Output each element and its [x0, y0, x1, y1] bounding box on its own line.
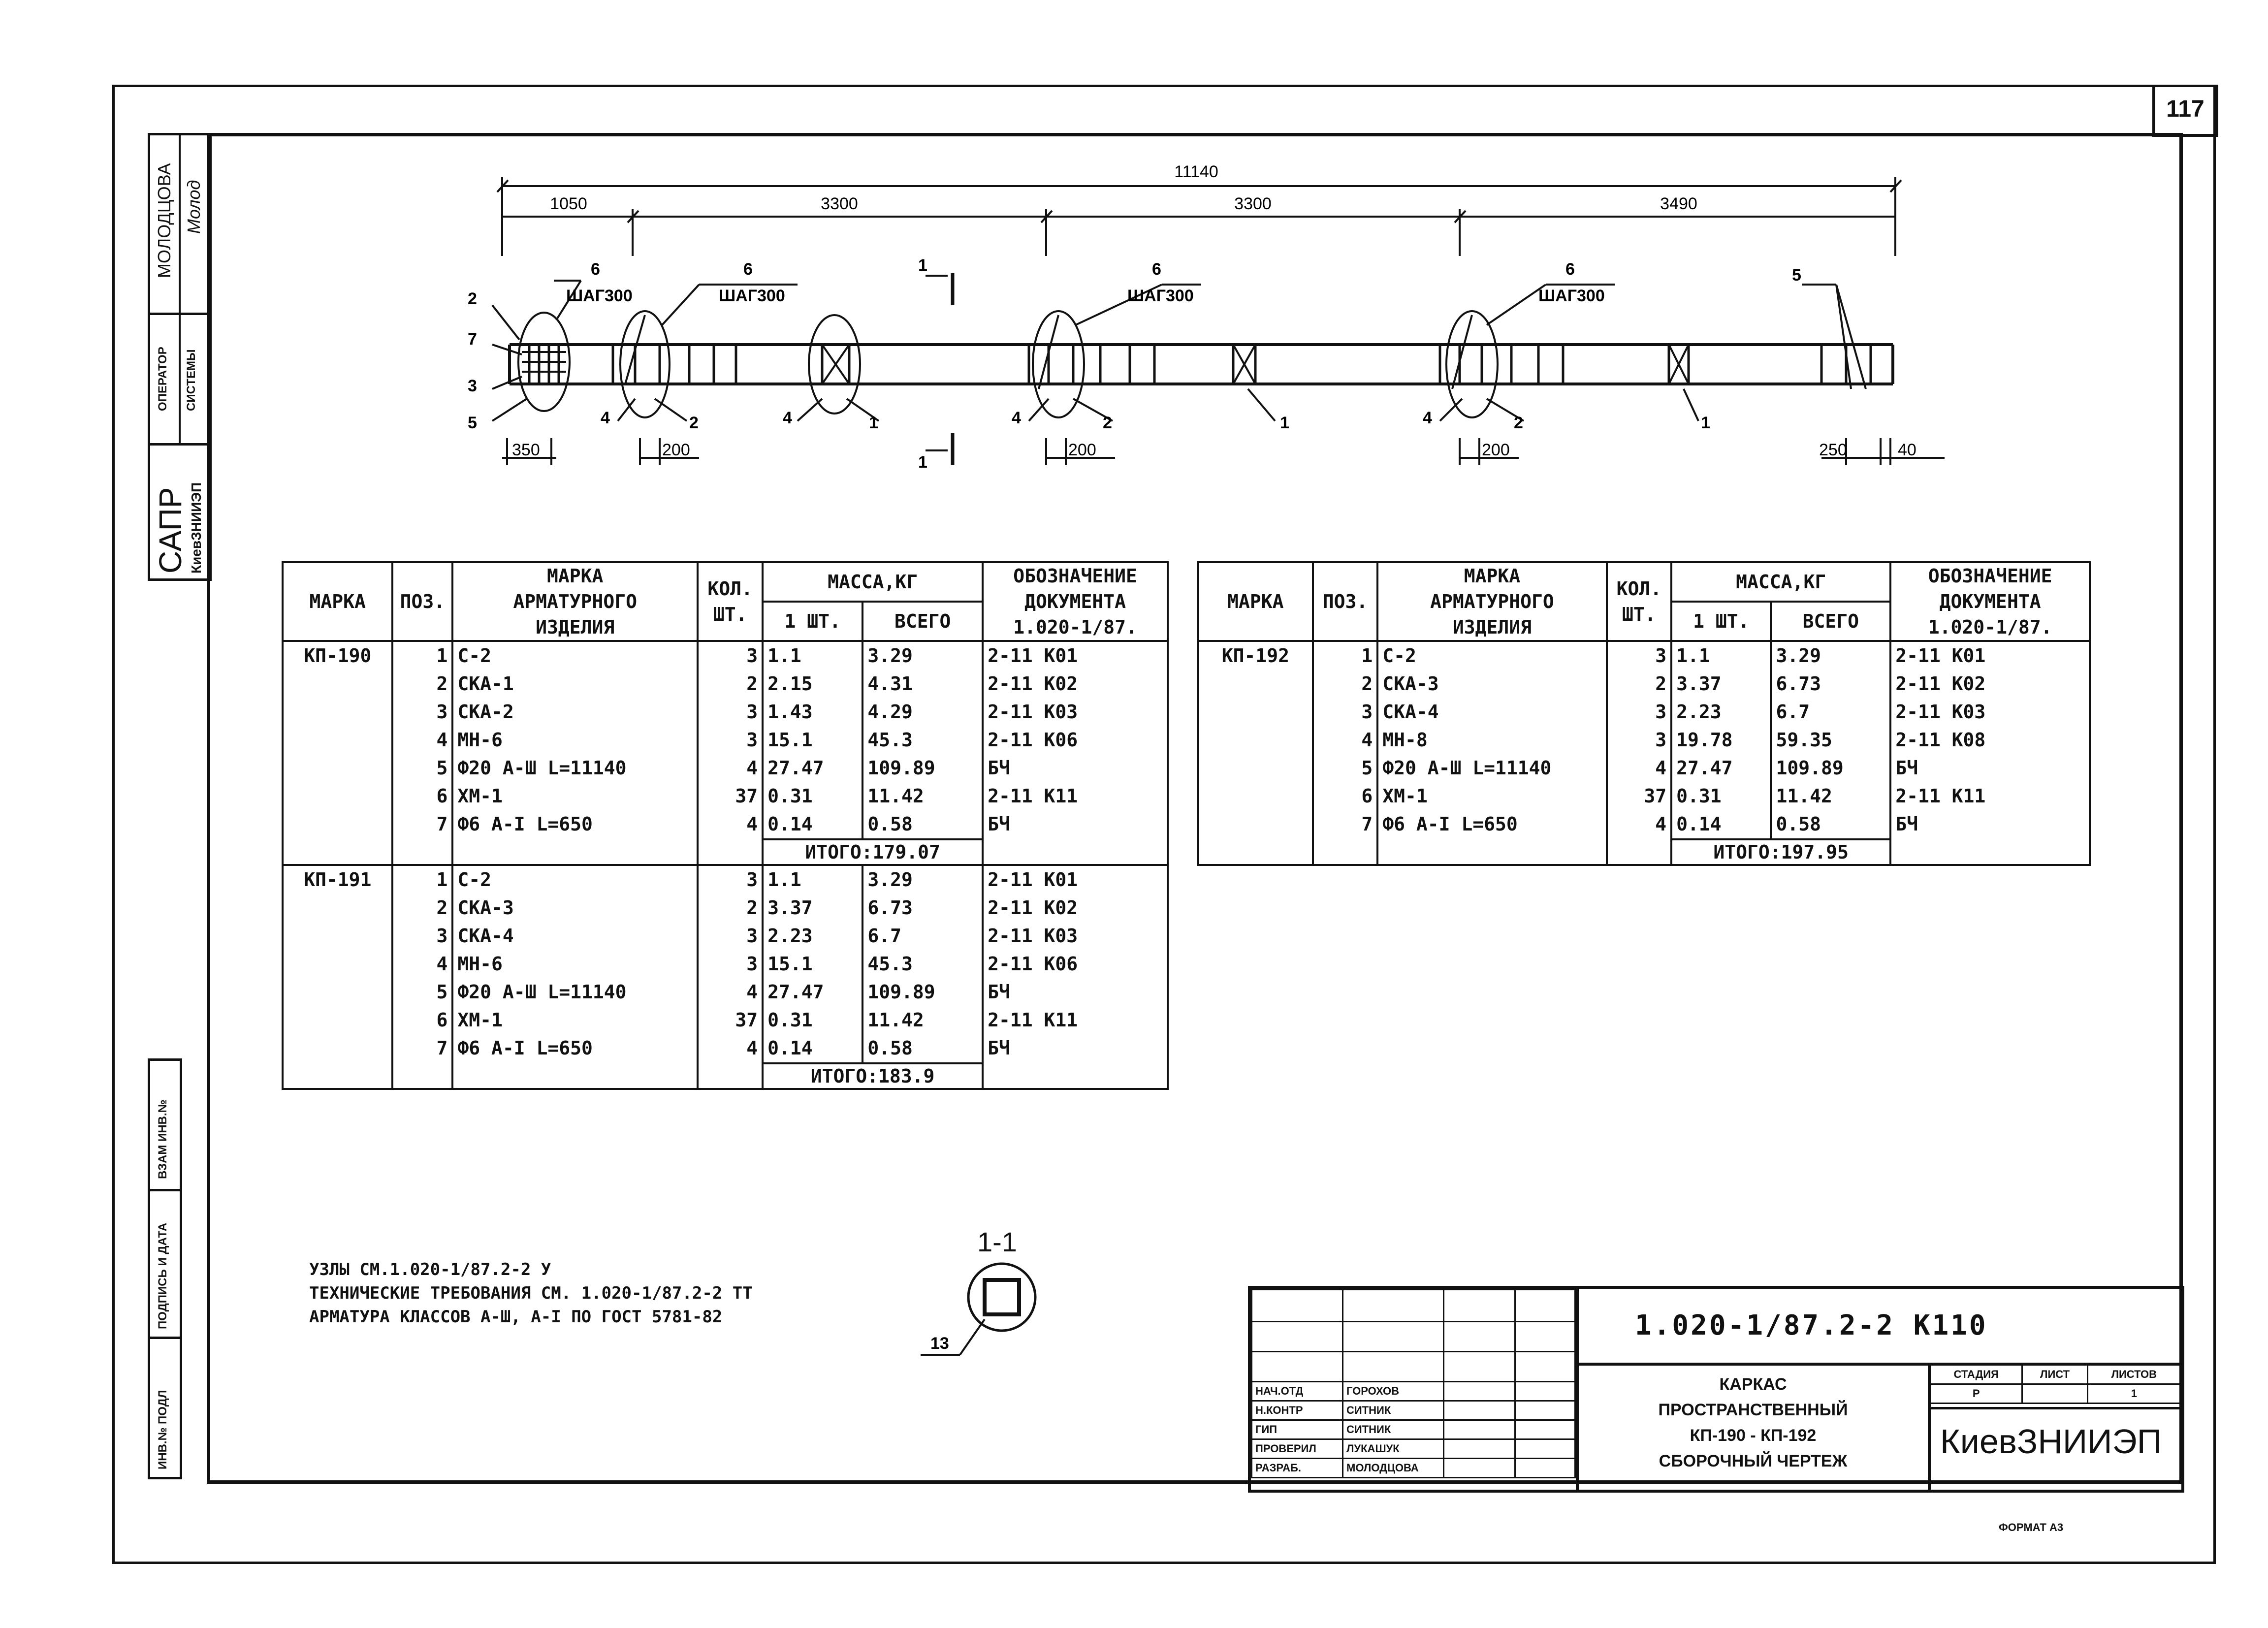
callout-2b: 2: [1103, 414, 1112, 432]
hdr-mass-total: ВСЕГО: [1771, 602, 1890, 641]
sheet-header: ЛИСТ: [2022, 1365, 2087, 1384]
role-name: ГОРОХОВ: [1343, 1382, 1444, 1401]
role-name: МОЛОДЦОВА: [1343, 1459, 1444, 1478]
developer-surname: МОЛОДЦОВА: [154, 163, 174, 278]
hdr-doc: ОБОЗНАЧЕНИЕ ДОКУМЕНТА 1.020-1/87.: [1890, 562, 2090, 641]
callout-4a: 4: [601, 409, 610, 427]
sapr-label: САПР: [153, 487, 188, 574]
hdr-doc: ОБОЗНАЧЕНИЕ ДОКУМЕНТА 1.020-1/87.: [983, 562, 1168, 641]
group-doc: 2-11 К01 2-11 К02 2-11 К03 2-11 К06 БЧ 2-11 К11 БЧ: [983, 641, 1168, 865]
dim-total: 11140: [1174, 162, 1218, 181]
role-row: [1252, 1382, 1575, 1401]
drawing-title: КАРКАС ПРОСТРАНСТВЕННЫЙ КП-190 - КП-192 СБОРОЧНЫЙ ЧЕРТЕЖ: [1658, 1375, 1848, 1470]
hdr-marka-arm: МАРКА АРМАТУРНОГО ИЗДЕЛИЯ: [452, 562, 698, 641]
sheets-header: ЛИСТОВ: [2087, 1365, 2180, 1384]
hdr-massa: МАССА,КГ: [763, 562, 983, 602]
callout-6d: 6: [1565, 260, 1575, 279]
table-row: [283, 865, 1168, 1063]
group-kol: 3 2 3 3 4 37 4: [698, 641, 763, 865]
callout-5-left: 5: [468, 414, 477, 432]
dim-span-2: 3300: [821, 194, 858, 213]
document-code: 1.020-1/87.2-2 К110: [1635, 1309, 1988, 1341]
note-line: УЗЛЫ СМ.1.020-1/87.2-2 У: [309, 1260, 551, 1279]
signature-grid: [1251, 1289, 1576, 1478]
system-label: СИСТЕМЫ: [185, 349, 198, 411]
callout-shag-d: ШАГ300: [1538, 287, 1605, 305]
note-line: АРМАТУРА КЛАССОВ А-Ш, А-I ПО ГОСТ 5781-82: [309, 1307, 723, 1327]
organization-name: КиевЗНИИЭП: [1940, 1422, 2162, 1461]
stage-grid: [1929, 1364, 2181, 1404]
dim-span-4: 3490: [1660, 194, 1697, 213]
itogo-total: ИТОГО:197.95: [1671, 839, 1890, 865]
dim-200c: 200: [1482, 441, 1510, 459]
callout-4b: 4: [783, 409, 792, 427]
sheet-number: 117: [2152, 85, 2218, 137]
hdr-marka: МАРКА: [1198, 562, 1313, 641]
dim-40: 40: [1898, 441, 1917, 459]
group-doc: 2-11 К01 2-11 К02 2-11 К03 2-11 К08 БЧ 2-11 К11 БЧ: [1890, 641, 2090, 865]
group-mass-total: 3.29 4.31 4.29 45.3 109.89 11.42 0.58: [862, 641, 983, 839]
format-label: ФОРМАТ А3: [1999, 1521, 2064, 1533]
hdr-poz: ПОЗ.: [392, 562, 452, 641]
role-label: Н.КОНТР: [1252, 1401, 1343, 1420]
role-label: РАЗРАБ.: [1252, 1459, 1343, 1478]
hdr-massa: МАССА,КГ: [1671, 562, 1890, 602]
spec-table-left: [282, 561, 1169, 1090]
table-row: [283, 641, 1168, 839]
inv-podl-label: ИНВ.№ ПОДЛ: [156, 1390, 169, 1469]
cage-elevation-drawing: [0, 0, 2268, 542]
group-mass-one: 1.1 3.37 2.23 19.78 27.47 0.31 0.14: [1671, 641, 1771, 839]
callout-2c: 2: [1514, 414, 1523, 432]
group-kol: 3 2 3 3 4 37 4: [698, 865, 763, 1089]
callout-6b: 6: [743, 260, 753, 279]
group-mass-one: 1.1 3.37 2.23 15.1 27.47 0.31 0.14: [763, 865, 862, 1063]
callout-4d: 4: [1423, 409, 1432, 427]
sheets-value: 1: [2087, 1384, 2180, 1404]
callout-2-left: 2: [468, 289, 477, 308]
group-izd: С-2 СКА-1 СКА-2 МН-6 Ф20 А-Ш L=11140 ХМ-1 Ф6 А-I L=650: [452, 641, 698, 865]
hdr-marka: МАРКА: [283, 562, 392, 641]
role-label: ГИП: [1252, 1420, 1343, 1439]
role-label: НАЧ.ОТД: [1252, 1382, 1343, 1401]
stage-value: Р: [1930, 1384, 2022, 1404]
group-doc: 2-11 К01 2-11 К02 2-11 К03 2-11 К06 БЧ 2-11 К11 БЧ: [983, 865, 1168, 1089]
section-mark-bottom: 1: [918, 453, 927, 472]
group-izd: С-2 СКА-3 СКА-4 МН-8 Ф20 А-Ш L=11140 ХМ-1 Ф6 А-I L=650: [1377, 641, 1606, 865]
notes: [309, 1258, 753, 1329]
hdr-marka-arm: МАРКА АРМАТУРНОГО ИЗДЕЛИЯ: [1377, 562, 1606, 641]
vzam-inv-label: ВЗАМ ИНВ.№: [156, 1099, 169, 1179]
hdr-kol: КОЛ. ШТ.: [698, 562, 763, 641]
hdr-mass-one: 1 ШТ.: [763, 602, 862, 641]
role-name: СИТНИК: [1343, 1401, 1444, 1420]
signature-date-label: ПОДПИСЬ И ДАТА: [156, 1222, 169, 1329]
group-izd: С-2 СКА-3 СКА-4 МН-6 Ф20 А-Ш L=11140 ХМ-1 Ф6 А-I L=650: [452, 865, 698, 1089]
group-mass-one: 1.1 2.15 1.43 15.1 27.47 0.31 0.14: [763, 641, 862, 839]
group-mass-total: 3.29 6.73 6.7 45.3 109.89 11.42 0.58: [862, 865, 983, 1063]
group-marka: КП-192: [1198, 641, 1313, 865]
role-row: [1252, 1439, 1575, 1459]
section-pos-label: 13: [930, 1334, 949, 1353]
group-kol: 3 2 3 3 4 37 4: [1607, 641, 1672, 865]
dim-250: 250: [1819, 441, 1847, 459]
role-name: СИТНИК: [1343, 1420, 1444, 1439]
dim-span-1: 1050: [550, 194, 587, 213]
group-poz: 1 2 3 4 5 6 7: [1313, 641, 1378, 865]
role-label: ПРОВЕРИЛ: [1252, 1439, 1343, 1459]
developer-signature: Молод: [184, 180, 204, 234]
callout-7: 7: [468, 330, 477, 349]
role-name: ЛУКАШУК: [1343, 1439, 1444, 1459]
note-line: ТЕХНИЧЕСКИЕ ТРЕБОВАНИЯ СМ. 1.020-1/87.2-2 ТТ: [309, 1283, 753, 1303]
callout-3: 3: [468, 377, 477, 395]
sapr-org-label: КиевЗНИИЭП: [189, 482, 204, 574]
hdr-kol: КОЛ. ШТ.: [1607, 562, 1672, 641]
operator-label: ОПЕРАТОР: [156, 347, 169, 411]
role-row: [1252, 1459, 1575, 1478]
group-mass-total: 3.29 6.73 6.7 59.35 109.89 11.42 0.58: [1771, 641, 1890, 839]
table-row: [1198, 641, 2090, 839]
section-mark-top: 1: [918, 256, 927, 275]
callout-shag-b: ШАГ300: [719, 287, 785, 305]
stage-header: СТАДИЯ: [1930, 1365, 2022, 1384]
group-poz: 1 2 3 4 5 6 7: [392, 641, 452, 865]
callout-shag-c: ШАГ300: [1127, 287, 1194, 305]
callout-6c: 6: [1152, 260, 1161, 279]
dim-span-3: 3300: [1234, 194, 1272, 213]
callout-1c: 1: [1701, 414, 1710, 432]
side-strip-bottom: [148, 1058, 182, 1479]
hdr-mass-one: 1 ШТ.: [1671, 602, 1771, 641]
callout-1b: 1: [1280, 414, 1289, 432]
dim-200b: 200: [1068, 441, 1096, 459]
section-title: 1-1: [977, 1226, 1017, 1257]
hdr-poz: ПОЗ.: [1313, 562, 1378, 641]
group-poz: 1 2 3 4 5 6 7: [392, 865, 452, 1089]
callout-2a: 2: [689, 414, 699, 432]
callout-6a: 6: [591, 260, 600, 279]
spec-table-right: [1197, 561, 2091, 866]
group-marka: КП-191: [283, 865, 392, 1089]
title-block: [1248, 1286, 2184, 1493]
callout-4c: 4: [1012, 409, 1021, 427]
itogo-total: ИТОГО:179.07: [763, 839, 983, 865]
sheet-value: [2022, 1384, 2087, 1404]
role-row: [1252, 1420, 1575, 1439]
callout-shag-a: ШАГ300: [566, 287, 633, 305]
dim-200a: 200: [662, 441, 690, 459]
dim-350: 350: [512, 441, 540, 459]
section-detail: [911, 1260, 1058, 1359]
callout-1a: 1: [869, 414, 878, 432]
itogo-total: ИТОГО:183.9: [763, 1063, 983, 1089]
hdr-mass-total: ВСЕГО: [862, 602, 983, 641]
group-marka: КП-190: [283, 641, 392, 865]
role-row: [1252, 1401, 1575, 1420]
callout-5-right: 5: [1792, 266, 1801, 285]
